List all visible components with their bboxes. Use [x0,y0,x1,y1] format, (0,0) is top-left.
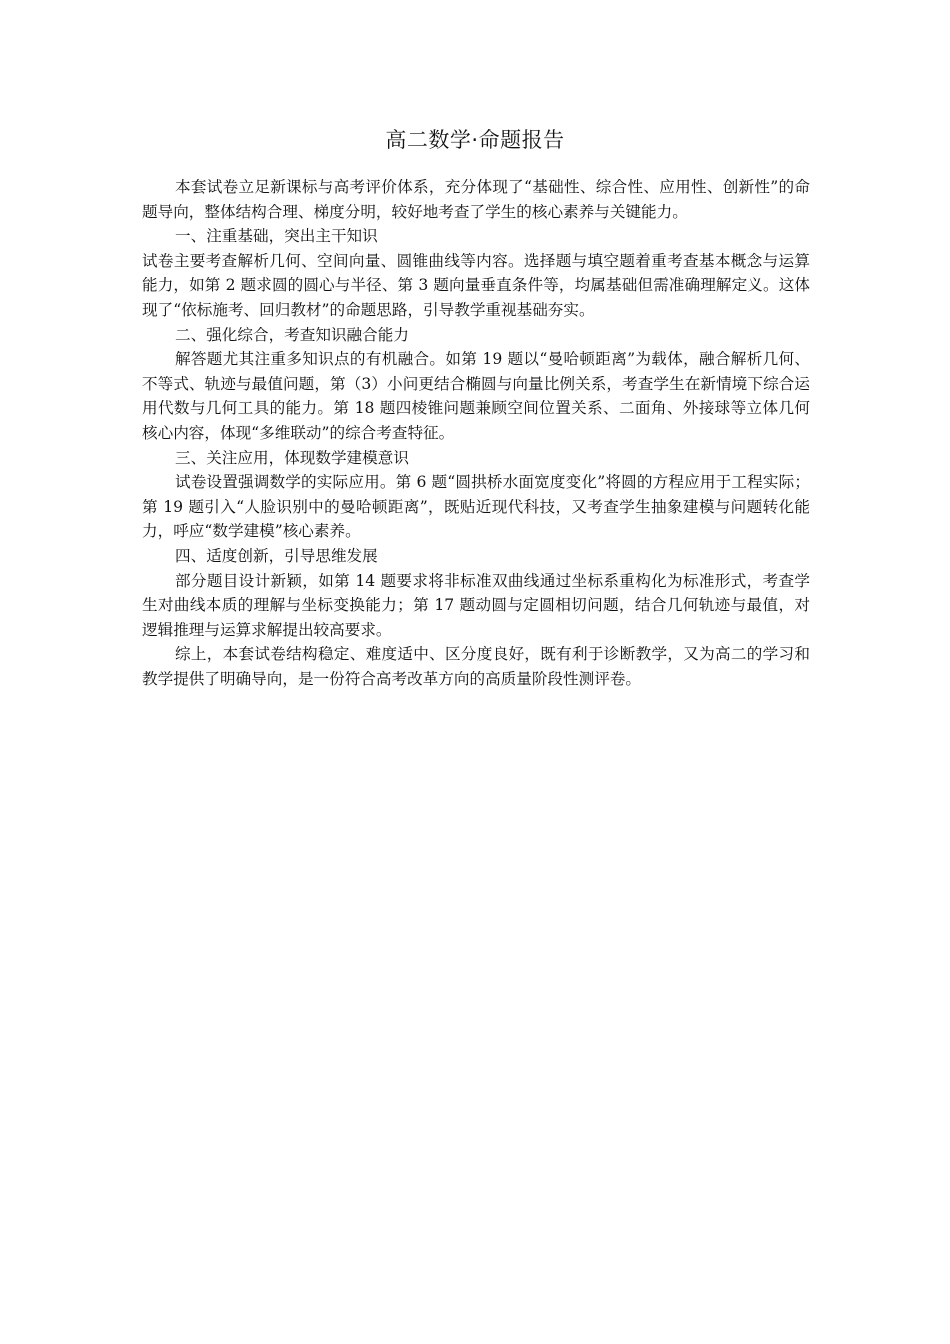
document-body [142,175,810,691]
section-heading-3: 三、关注应用，体现数学建模意识 [175,448,409,467]
document-title: 高二数学·命题报告 [385,128,565,152]
paragraph-section-3: 试卷设置强调数学的实际应用。第 6 题“圆拱桥水面宽度变化”将圆的方程应用于工程实际；第 19 题引入“人脸识别中的曼哈顿距离”，既贴近现代科技，又考查学生抽象建模与问题转化能力，呼应“数学建模”核心素养。 [142,473,810,541]
paragraph-section-1: 试卷主要考查解析几何、空间向量、圆锥曲线等内容。选择题与填空题着重考查基本概念与运算能力，如第 2 题求圆的圆心与半径、第 3 题向量垂直条件等，均属基础但需准确理解定义。这体现了“依标施考、回归教材”的命题思路，引导教学重视基础夯实。 [142,251,810,319]
paragraph-intro: 本套试卷立足新课标与高考评价体系，充分体现了“基础性、综合性、应用性、创新性”的命题导向，整体结构合理、梯度分明，较好地考查了学生的核心素养与关键能力。 [142,178,810,221]
paragraph-section-4: 部分题目设计新颖，如第 14 题要求将非标准双曲线通过坐标系重构化为标准形式，考查学生对曲线本质的理解与坐标变换能力；第 17 题动圆与定圆相切问题，结合几何轨迹与最值，对逻辑推理与运算求解提出较高要求。 [142,571,810,639]
paragraph-conclusion: 综上，本套试卷结构稳定、难度适中、区分度良好，既有利于诊断教学，又为高二的学习和教学提供了明确导向，是一份符合高考改革方向的高质量阶段性测评卷。 [142,645,810,688]
section-heading-1: 一、注重基础，突出主干知识 [175,227,378,246]
paragraph-section-2: 解答题尤其注重多知识点的有机融合。如第 19 题以“曼哈顿距离”为载体，融合解析几何、不等式、轨迹与最值问题，第（3）小问更结合椭圆与向量比例关系，考查学生在新情境下综合运用代数与几何工具的能力。第 18 题四棱锥问题兼顾空间位置关系、二面角、外接球等立体几何核心内容，体现“多维联动”的综合考查特征。 [142,350,810,442]
section-heading-4: 四、适度创新，引导思维发展 [175,546,378,565]
section-heading-2: 二、强化综合，考查知识融合能力 [175,325,409,344]
